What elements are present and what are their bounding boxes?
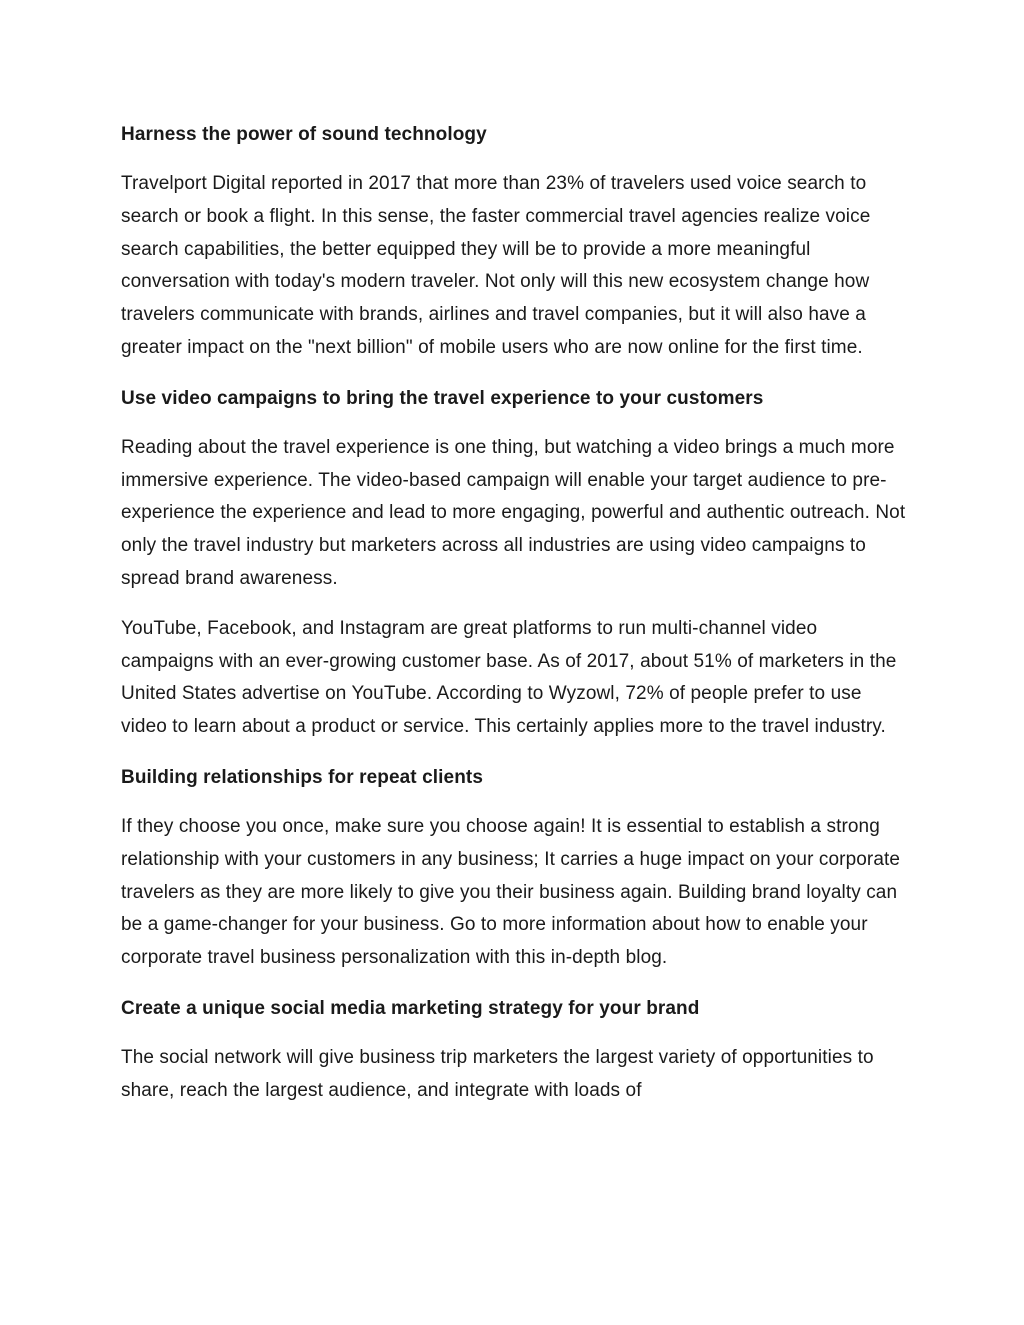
paragraph: If they choose you once, make sure you choose again! It is essential to establish a strong relationship with your customers in any business; It carries a huge impact on your corporate travelers as they are more likely to give you their business again. Building brand loyalty can be a game-changer for your business. Go to more information about how to enable your corporate travel business personalization with this in-depth blog. — [121, 815, 901, 969]
paragraph: The social network will give business trip marketers the largest variety of opportunities to share, reach the largest audience, and integrate with loads of — [121, 1046, 874, 1101]
section-heading: Use video campaigns to bring the travel experience to your customers — [121, 387, 764, 409]
document-page — [121, 118, 911, 1125]
section-heading: Building relationships for repeat clients — [121, 766, 483, 788]
paragraph: YouTube, Facebook, and Instagram are great platforms to run multi-channel video campaigns with an ever-growing customer base. As of 2017, about 51% of marketers in the United States advertise on YouTube. According to Wyzowl, 72% of people prefer to use video to learn about a product or service. This certainly applies more to the travel industry. — [121, 617, 897, 738]
section-voice-search — [121, 118, 911, 365]
section-repeat-clients — [121, 761, 911, 975]
section-heading: Create a unique social media marketing strategy for your brand — [121, 997, 700, 1019]
section-heading: Harness the power of sound technology — [121, 124, 487, 145]
paragraph: Travelport Digital reported in 2017 that more than 23% of travelers used voice search to search or book a flight. In this sense, the faster commercial travel agencies realize voice search capabilities, the better equipped they will be to provide a more meaningful conversation with today's modern traveler. Not only will this new ecosystem change how travelers communicate with brands, airlines and travel companies, but it will also have a greater impact on the "next billion" of mobile users who are now online for the first time. — [121, 173, 871, 358]
section-video-campaigns — [121, 382, 911, 744]
paragraph: Reading about the travel experience is one thing, but watching a video brings a much more immersive experience. The video-based campaign will enable your target audience to pre-experience the experience and lead to more engaging, powerful and authentic outreach. Not only the travel industry but marketers across all industries are using video campaigns to spread brand awareness. — [121, 436, 906, 589]
section-social-media — [121, 992, 911, 1108]
